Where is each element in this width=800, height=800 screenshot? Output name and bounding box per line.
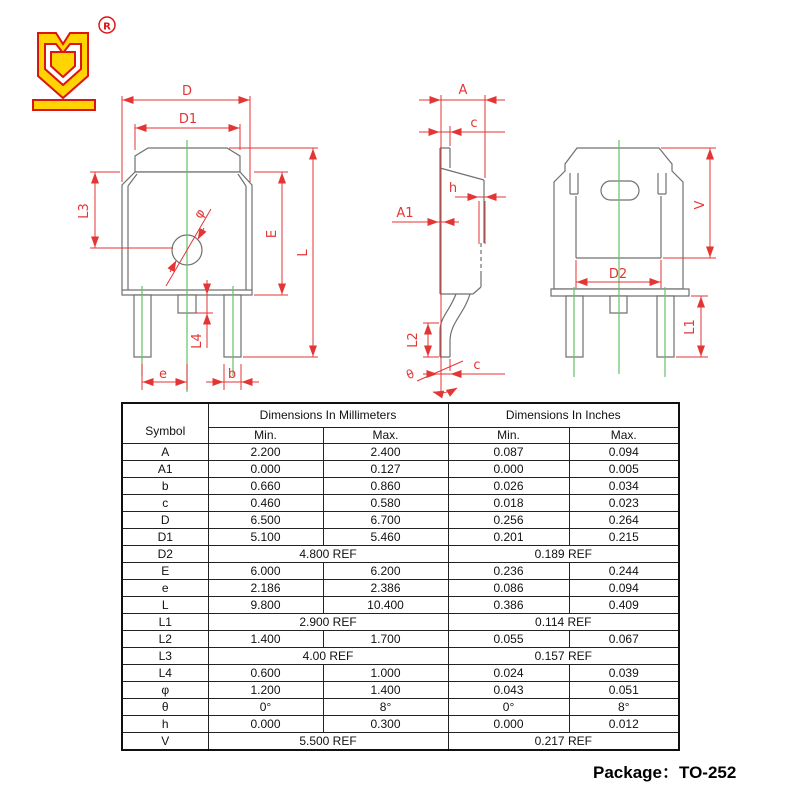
- header-inch: Dimensions In Inches: [448, 403, 679, 428]
- cell-mm-min: 0.000: [208, 716, 323, 733]
- cell-mm-min: 0.600: [208, 665, 323, 682]
- table-row: [122, 546, 679, 563]
- header-in-min: Min.: [448, 428, 569, 444]
- dimension-h: [455, 197, 506, 244]
- dimension-L2: [423, 323, 439, 357]
- label-D: D: [181, 84, 193, 99]
- cell-mm-min: 2.186: [208, 580, 323, 597]
- header-in-max: Max.: [569, 428, 679, 444]
- cell-mm-max: 6.200: [323, 563, 448, 580]
- cell-in-min: 0.236: [448, 563, 569, 580]
- cell-in-max: 8°: [569, 699, 679, 716]
- cell-in-ref: 0.189 REF: [448, 546, 679, 563]
- package-name-label: Package：TO-252: [593, 763, 737, 782]
- label-D2: D2: [608, 267, 628, 282]
- label-h: h: [448, 181, 458, 196]
- cell-in-min: 0.256: [448, 512, 569, 529]
- cell-mm-min: 2.200: [208, 444, 323, 461]
- dimension-c-top: [419, 126, 505, 146]
- table-row: [122, 512, 679, 529]
- table-row: [122, 614, 679, 631]
- cell-in-max: 0.409: [569, 597, 679, 614]
- registered-mark-r: R: [103, 21, 111, 33]
- cell-symbol: D: [122, 512, 208, 529]
- cell-in-max: 0.012: [569, 716, 679, 733]
- table-row: [122, 716, 679, 733]
- cell-symbol: c: [122, 495, 208, 512]
- table-row: [122, 478, 679, 495]
- cell-in-min: 0.000: [448, 461, 569, 478]
- cell-mm-max: 0.860: [323, 478, 448, 495]
- cell-in-min: 0.000: [448, 716, 569, 733]
- cell-mm-ref: 5.500 REF: [208, 733, 448, 751]
- cell-mm-max: 10.400: [323, 597, 448, 614]
- label-b: b: [227, 367, 237, 382]
- cell-symbol: L3: [122, 648, 208, 665]
- cell-symbol: D1: [122, 529, 208, 546]
- label-L: L: [296, 249, 311, 257]
- cell-in-min: 0.024: [448, 665, 569, 682]
- side-dimension-labels: [396, 83, 480, 382]
- cell-symbol: h: [122, 716, 208, 733]
- table-row: [122, 648, 679, 665]
- table-row: [122, 699, 679, 716]
- brand-logo-icon: [33, 17, 115, 110]
- header-mm-min: Min.: [208, 428, 323, 444]
- cell-in-min: 0.043: [448, 682, 569, 699]
- side-view: [392, 83, 506, 394]
- side-view-outline: [440, 148, 484, 357]
- label-e: e: [159, 367, 167, 382]
- cell-in-min: 0.086: [448, 580, 569, 597]
- cell-symbol: L4: [122, 665, 208, 682]
- label-L3: L3: [77, 203, 92, 219]
- label-c-top: c: [470, 116, 478, 131]
- label-L4: L4: [190, 333, 205, 349]
- cell-symbol: A: [122, 444, 208, 461]
- label-D1: D1: [178, 112, 198, 127]
- dimension-c-bottom: [423, 359, 505, 374]
- cell-in-max: 0.067: [569, 631, 679, 648]
- cell-in-min: 0.055: [448, 631, 569, 648]
- cell-mm-ref: 4.800 REF: [208, 546, 448, 563]
- table-row: [122, 631, 679, 648]
- cell-symbol: V: [122, 733, 208, 751]
- cell-mm-min: 0°: [208, 699, 323, 716]
- cell-mm-max: 0.300: [323, 716, 448, 733]
- table-row: [122, 682, 679, 699]
- cell-mm-max: 1.000: [323, 665, 448, 682]
- label-V: V: [693, 200, 708, 210]
- cell-mm-min: 9.800: [208, 597, 323, 614]
- table-row: [122, 461, 679, 478]
- cell-symbol: L1: [122, 614, 208, 631]
- cell-mm-max: 6.700: [323, 512, 448, 529]
- cell-mm-min: 6.500: [208, 512, 323, 529]
- cell-symbol: D2: [122, 546, 208, 563]
- cell-in-min: 0°: [448, 699, 569, 716]
- cell-mm-min: 5.100: [208, 529, 323, 546]
- label-L2: L2: [406, 332, 421, 348]
- cell-in-ref: 0.217 REF: [448, 733, 679, 751]
- side-dimensions: [392, 95, 506, 394]
- cell-in-max: 0.034: [569, 478, 679, 495]
- cell-symbol: L2: [122, 631, 208, 648]
- cell-in-max: 0.244: [569, 563, 679, 580]
- cell-mm-max: 1.700: [323, 631, 448, 648]
- cell-mm-min: 1.200: [208, 682, 323, 699]
- cell-in-max: 0.039: [569, 665, 679, 682]
- header-mm-max: Max.: [323, 428, 448, 444]
- cell-symbol: φ: [122, 682, 208, 699]
- cell-in-min: 0.026: [448, 478, 569, 495]
- cell-mm-ref: 4.00 REF: [208, 648, 448, 665]
- logo-inner-shield: [51, 52, 75, 77]
- cell-mm-ref: 2.900 REF: [208, 614, 448, 631]
- cell-in-max: 0.005: [569, 461, 679, 478]
- dimension-table: [121, 402, 680, 751]
- back-view-outline: [551, 148, 689, 357]
- cell-in-min: 0.018: [448, 495, 569, 512]
- table-row: [122, 495, 679, 512]
- back-hole: [601, 181, 639, 200]
- table-row: [122, 597, 679, 614]
- header-mm: Dimensions In Millimeters: [208, 403, 448, 428]
- logo-base-bar: [33, 100, 95, 110]
- cell-in-ref: 0.114 REF: [448, 614, 679, 631]
- label-L1: L1: [683, 319, 698, 335]
- cell-in-max: 0.051: [569, 682, 679, 699]
- cell-mm-min: 6.000: [208, 563, 323, 580]
- dimension-A: [419, 95, 505, 178]
- cell-mm-max: 1.400: [323, 682, 448, 699]
- label-phi: φ: [191, 206, 209, 222]
- cell-symbol: b: [122, 478, 208, 495]
- label-A: A: [458, 83, 468, 98]
- header-symbol: Symbol: [122, 403, 208, 444]
- cell-in-min: 0.386: [448, 597, 569, 614]
- cell-in-max: 0.094: [569, 444, 679, 461]
- label-c-bottom: c: [473, 358, 481, 373]
- cell-in-max: 0.215: [569, 529, 679, 546]
- cell-in-max: 0.094: [569, 580, 679, 597]
- cell-symbol: E: [122, 563, 208, 580]
- cell-in-max: 0.023: [569, 495, 679, 512]
- front-view: [77, 84, 318, 392]
- cell-in-min: 0.201: [448, 529, 569, 546]
- cell-symbol: e: [122, 580, 208, 597]
- cell-mm-min: 1.400: [208, 631, 323, 648]
- cell-symbol: A1: [122, 461, 208, 478]
- cell-in-min: 0.087: [448, 444, 569, 461]
- table-header-units-row: [122, 403, 679, 428]
- table-row: [122, 563, 679, 580]
- cell-mm-max: 2.400: [323, 444, 448, 461]
- cell-symbol: L: [122, 597, 208, 614]
- back-flange: [551, 289, 689, 296]
- cell-in-max: 0.264: [569, 512, 679, 529]
- table-row: [122, 444, 679, 461]
- table-row: [122, 529, 679, 546]
- label-E: E: [265, 229, 280, 239]
- label-A1: A1: [396, 206, 414, 221]
- table-row: [122, 733, 679, 751]
- cell-mm-min: 0.660: [208, 478, 323, 495]
- cell-mm-max: 0.127: [323, 461, 448, 478]
- cell-in-ref: 0.157 REF: [448, 648, 679, 665]
- table-row: [122, 665, 679, 682]
- cell-mm-max: 0.580: [323, 495, 448, 512]
- cell-mm-max: 2.386: [323, 580, 448, 597]
- label-theta: θ: [404, 366, 417, 383]
- cell-mm-min: 0.000: [208, 461, 323, 478]
- cell-mm-min: 0.460: [208, 495, 323, 512]
- dimension-theta: [417, 361, 463, 393]
- cell-mm-max: 8°: [323, 699, 448, 716]
- side-lead: [440, 294, 470, 357]
- table-row: [122, 580, 679, 597]
- cell-mm-max: 5.460: [323, 529, 448, 546]
- cell-symbol: θ: [122, 699, 208, 716]
- back-view: [551, 140, 716, 377]
